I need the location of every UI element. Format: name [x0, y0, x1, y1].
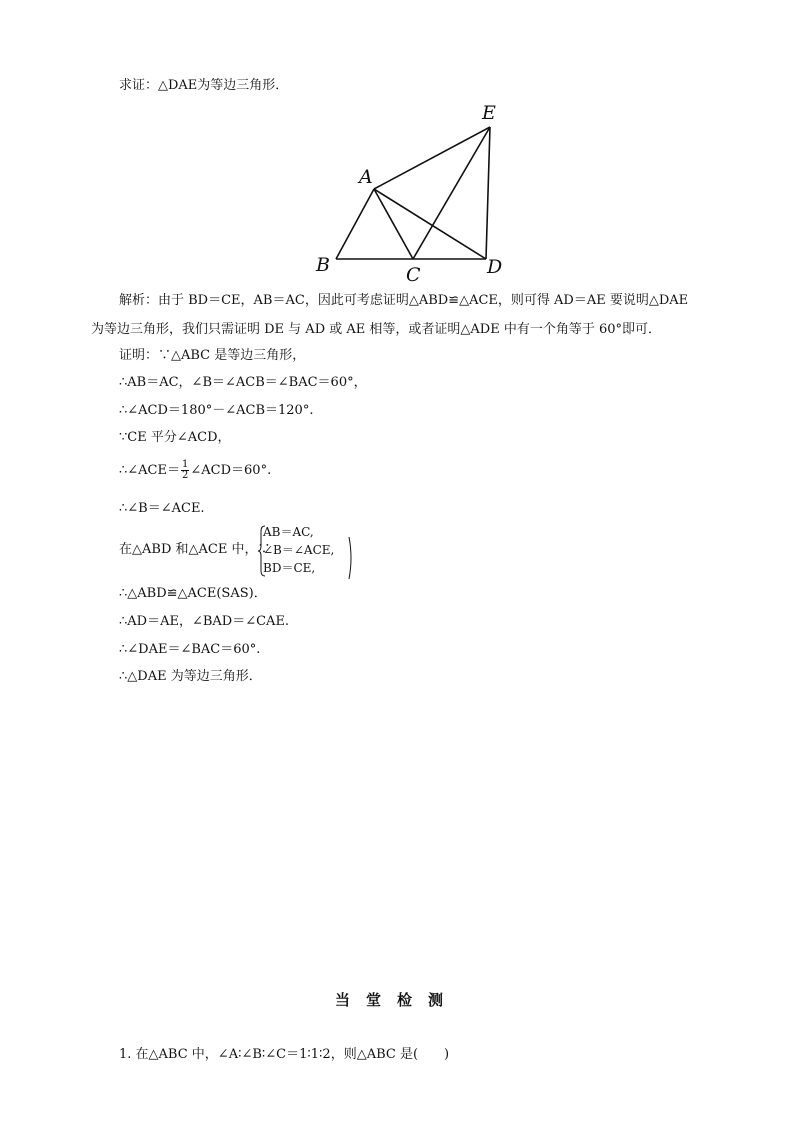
- condition-2: ∠B＝∠ACE,: [263, 543, 335, 557]
- proof-line-6: ∴∠B＝∠ACE.: [119, 501, 205, 516]
- analysis-line-1: 解析：由于 BD＝CE，AB＝AC，因此可考虑证明△ABD≌△ACE，则可得 AD＝AE 要说明△DAE: [119, 293, 689, 308]
- proof-line-5-post: ∠ACD＝60°.: [190, 463, 272, 478]
- proof-line-4: ∵CE 平分∠ACD，: [119, 430, 231, 445]
- proof-line-9: ∴AD＝AE，∠BAD＝∠CAE.: [119, 614, 290, 629]
- question-1: 1. 在△ABC 中，∠A∶∠B∶∠C＝1∶1∶2，则△ABC 是( ): [119, 1047, 450, 1062]
- label-D: D: [487, 256, 503, 278]
- segment-AB: [336, 189, 374, 259]
- right-paren-icon: [348, 536, 356, 580]
- condition-1: AB＝AC,: [263, 525, 314, 539]
- congruence-conditions: [263, 523, 334, 577]
- section-title: 当堂检测: [334, 991, 459, 1009]
- proof-line-3: ∴∠ACD＝180°－∠ACB＝120°.: [119, 403, 314, 418]
- label-B: B: [316, 254, 330, 276]
- proof-line-10: ∴∠DAE＝∠BAC＝60°.: [119, 642, 261, 657]
- label-E: E: [482, 102, 496, 124]
- proof-line-5: [119, 460, 271, 481]
- fraction-half: [181, 460, 189, 481]
- proof-line-7: 在△ABD 和△ACE 中，∵: [119, 542, 271, 557]
- proof-line-2: ∴AB＝AC，∠B＝∠ACB＝∠BAC＝60°，: [119, 375, 367, 390]
- proof-line-11: ∴△DAE 为等边三角形．: [119, 669, 262, 684]
- segment-DE: [486, 127, 490, 259]
- prove-statement: 求证：△DAE为等边三角形．: [119, 78, 289, 93]
- proof-line-8: ∴△ABD≌△ACE(SAS)．: [119, 586, 267, 601]
- proof-line-5-pre: ∴∠ACE＝: [119, 463, 180, 478]
- analysis-line-2: 为等边三角形，我们只需证明 DE 与 AD 或 AE 相等，或者证明△ADE 中有一个角等于 60°即可．: [91, 322, 662, 337]
- fraction-denominator: 2: [182, 470, 189, 481]
- fraction-numerator: 1: [182, 459, 189, 470]
- segment-AC: [374, 189, 413, 259]
- label-C: C: [406, 264, 421, 285]
- segment-AD: [374, 189, 486, 259]
- geometry-figure: [310, 95, 510, 285]
- condition-3: BD＝CE,: [263, 561, 316, 575]
- label-A: A: [359, 166, 373, 188]
- proof-line-1: 证明：∵△ABC 是等边三角形，: [119, 348, 306, 363]
